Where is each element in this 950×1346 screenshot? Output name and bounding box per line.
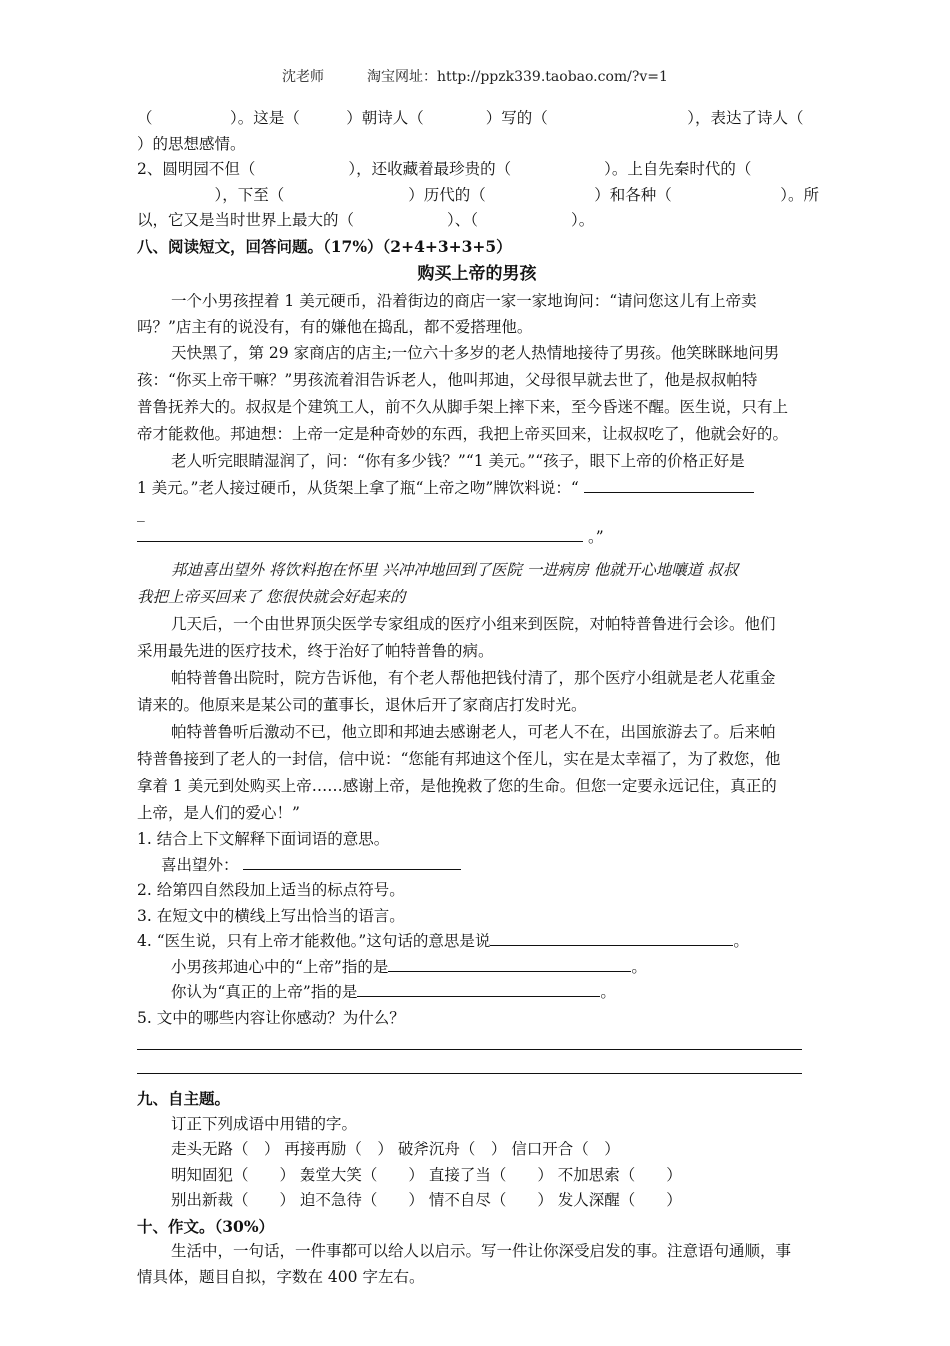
question-1: 1. 结合上下文解释下面词语的意思。: [137, 830, 390, 848]
s7-line-4: ），下至（ ）历代的（ ）和各种（ ）。所: [137, 185, 820, 204]
header-teacher: 沈老师: [282, 69, 325, 85]
question-1a: [137, 853, 817, 879]
s7-line-3: 2、圆明园不但（ ），还收藏着最珍贵的（ ）。上自先秦时代的（: [137, 160, 752, 178]
answer-blank-q4c[interactable]: [357, 981, 600, 997]
section9-heading: 九、自主题。: [137, 1089, 231, 1108]
answer-blank-q4[interactable]: [490, 930, 733, 946]
p7-line-4: 上帝，是人们的爱心！”: [137, 804, 300, 822]
p4-line-1: 邦迪喜出望外 将饮料抱在怀里 兴冲冲地回到了医院 一进病房 他就开心地嚷道 叔叔: [171, 561, 739, 579]
p2-line-3: 普鲁抚养大的。叔叔是个建筑工人，前不久从脚手架上摔下来，至今昏迷不醒。医生说，只有上: [137, 398, 789, 416]
p5-line-2: 采用最先进的医疗技术，终于治好了帕特普鲁的病。: [137, 642, 494, 660]
section9-instruction: 订正下列成语中用错的字。: [171, 1114, 358, 1133]
question-4b: [137, 955, 817, 981]
header-shop-url: 淘宝网址：http://ppzk339.taobao.com/?v=1: [366, 69, 668, 85]
answer-blank-drink[interactable]: [584, 477, 754, 493]
p6-line-1: 帕特普鲁出院时，院方告诉他，有个老人帮他把钱付清了，那个医疗小组就是老人花重金: [171, 669, 776, 687]
p3-line-1: 老人听完眼睛湿润了，问：“你有多少钱？”“1 美元。”“孩子，眼下上帝的价格正好是: [171, 452, 745, 470]
question-4c-text: 你认为“真正的上帝”指的是: [171, 983, 358, 1001]
answer-blank-drink-cont[interactable]: [137, 526, 583, 542]
s7-line-5: 以，它又是当时世界上最大的（ ）、（ ）。: [137, 211, 595, 229]
idiom-row-3: 别出新裁（ ） 迫不急待（ ） 情不自尽（ ） 发人深醒（ ）: [171, 1191, 682, 1209]
p5-line-1: 几天后，一个由世界顶尖医学专家组成的医疗小组来到医院，对帕特普鲁进行会诊。他们: [171, 615, 776, 633]
question-4-text: 4. “医生说，只有上帝才能救他。”这句话的意思是说: [137, 932, 491, 950]
s7-line-1: （ ）。这是（ ）朝诗人（ ）写的（ ），表达了诗人（: [137, 109, 804, 127]
answer-blank-q1[interactable]: [243, 854, 461, 870]
p3-line-2: [137, 475, 817, 502]
question-4c-end: 。: [600, 983, 616, 1001]
section10-heading: 十、作文。（30%）: [137, 1216, 275, 1236]
p6-line-2: 请来的。他原来是某公司的董事长，退休后开了家商店打发时光。: [137, 696, 587, 714]
essay-line-2: 情具体，题目自拟，字数在 400 字左右。: [137, 1267, 425, 1286]
p7-line-1: 帕特普鲁听后激动不已，他立即和邦迪去感谢老人，可老人不在，出国旅游去了。后来帕: [171, 723, 776, 741]
question-4-end: 。: [733, 932, 749, 950]
idiom-row-2: 明知固犯（ ） 轰堂大笑（ ） 直接了当（ ） 不加思索（ ）: [171, 1165, 682, 1184]
question-4c: [137, 980, 817, 1006]
p2-line-4: 帝才能救他。邦迪想：上帝一定是种奇妙的东西，我把上帝买回来，让叔叔吃了，他就会好的。: [137, 425, 789, 443]
question-4b-end: 。: [631, 957, 647, 976]
p2-line-2: 孩：“你买上帝干嘛？”男孩流着泪告诉老人，他叫邦迪，父母很早就去世了，他是叔叔帕特: [137, 371, 758, 389]
question-2: 2. 给第四自然段加上适当的标点符号。: [137, 881, 405, 899]
section8-heading: 八、阅读短文，回答问题。（17%）（2+4+3+3+5）: [137, 236, 512, 256]
p3-line-3: [137, 524, 817, 551]
idiom-row-1: 走头无路（ ） 再接再励（ ） 破斧沉舟（ ） 信口开合（ ）: [171, 1140, 620, 1158]
question-4: [137, 929, 817, 955]
question-5: 5. 文中的哪些内容让你感动？为什么？: [137, 1008, 405, 1027]
question-4b-text: 小男孩邦迪心中的“上帝”指的是: [171, 957, 389, 976]
passage-title: 购买上帝的男孩: [417, 264, 537, 284]
page-header: [0, 66, 950, 86]
p3-underscore: _: [137, 504, 145, 522]
p3-line-2-text: 1 美元。”老人接过硬币，从货架上拿了瓶“上帝之吻”牌饮料说：“: [137, 479, 579, 497]
p7-line-3: 拿着 1 美元到处购买上帝……感谢上帝，是他挽救了您的生命。但您一定要永远记住，真正的: [137, 777, 777, 795]
document-body: [137, 106, 820, 1290]
p2-line-1: 天快黑了，第 29 家商店的店主;一位六十多岁的老人热情地接待了男孩。他笑眯眯地问男: [171, 344, 780, 362]
p7-line-2: 特普鲁接到了老人的一封信，信中说：“您能有邦迪这个侄儿，实在是太幸福了，为了救您，他: [137, 750, 781, 768]
answer-blank-q4b[interactable]: [388, 956, 631, 972]
p1-line-2: 吗？”店主有的说没有，有的嫌他在捣乱，都不爱搭理他。: [137, 317, 533, 336]
p3-line-3-end: 。”: [587, 528, 604, 546]
essay-line-1: 生活中，一句话，一件事都可以给人以启示。写一件让你深受启发的事。注意语句通顺，事: [171, 1242, 792, 1260]
question-3: 3. 在短文中的横线上写出恰当的语言。: [137, 906, 405, 925]
s7-line-2: ）的思想感情。: [137, 134, 246, 153]
p1-line-1: 一个小男孩捏着 1 美元硬币，沿着街边的商店一家一家地询问：“请问您这儿有上帝卖: [171, 292, 757, 310]
p4-line-2: 我把上帝买回来了 您很快就会好起来的: [137, 588, 406, 606]
question-1a-label: 喜出望外：: [161, 855, 239, 874]
